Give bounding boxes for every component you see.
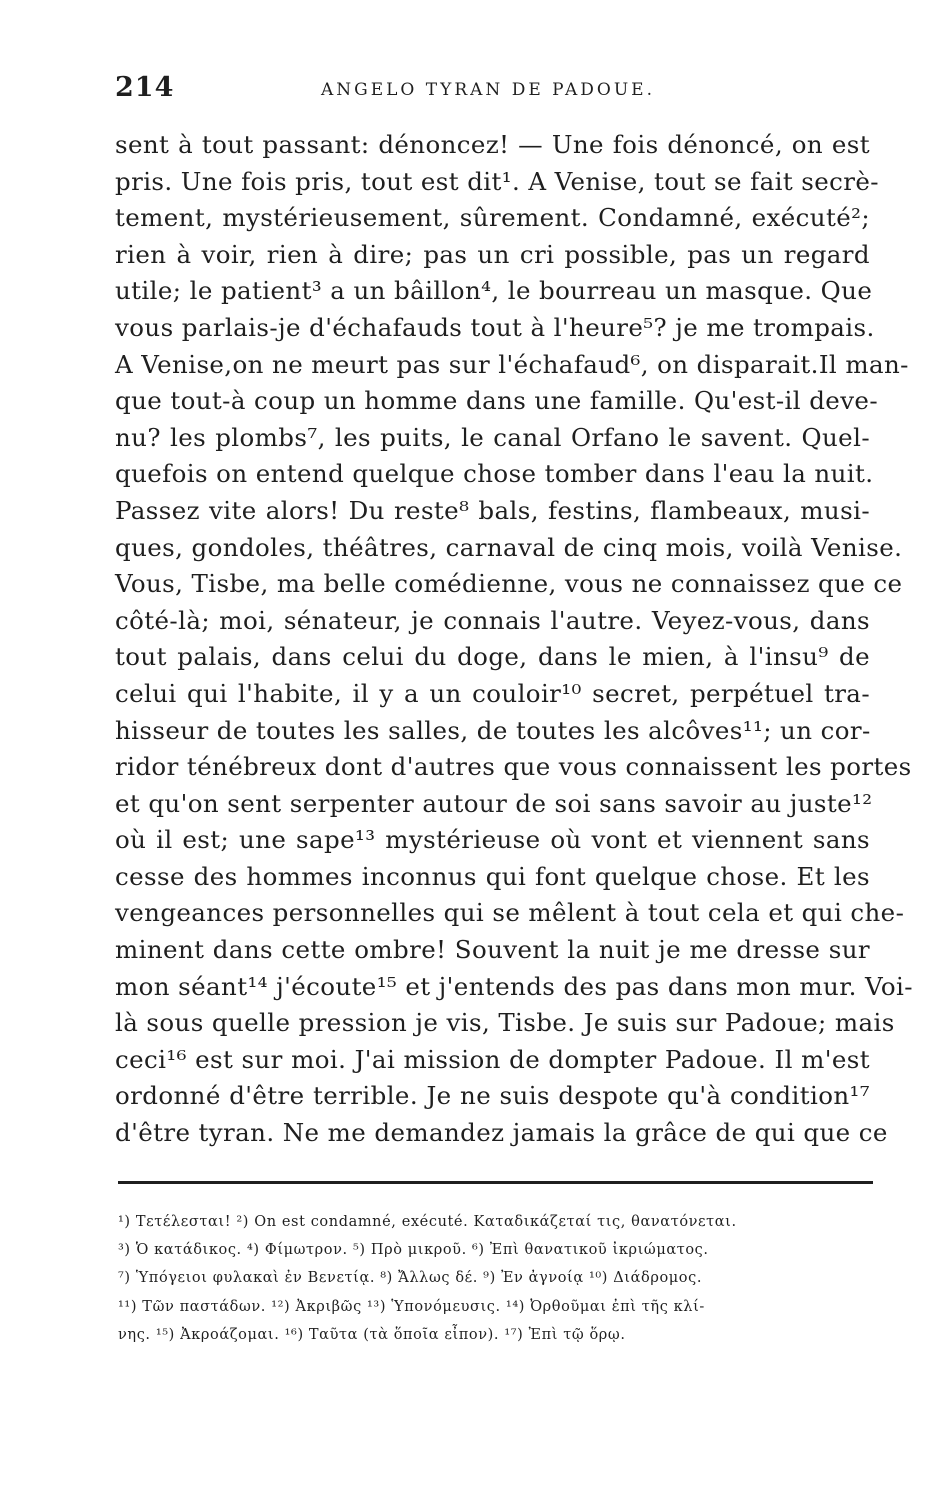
footnote-line: ³) Ὁ κατάδικος. ⁴) Φίμωτρον. ⁵) Πρὸ μικροῦ. ⁶) Ἐπὶ θανατικοῦ ἰκριώματος. — [118, 1242, 709, 1259]
body-line: ceci¹⁶ est sur moi. J'ai mission de dompter Padoue. Il m'est — [115, 1044, 870, 1074]
body-line: nu? les plombs⁷, les puits, le canal Orfano le savent. Quel- — [115, 422, 870, 452]
footnote-line: ¹) Τετέλεσται! ²) On est condamné, exécuté. Καταδικάζεταί τις, θανατόνεται. — [118, 1214, 737, 1230]
body-line: côté-là; moi, sénateur, je connais l'autre. Veyez-vous, dans — [115, 605, 870, 635]
body-line: celui qui l'habite, il y a un couloir¹⁰ secret, perpétuel tra- — [115, 678, 870, 708]
page-number: 214 — [115, 72, 175, 103]
footnote-line: ¹¹) Τῶν παστάδων. ¹²) Ἀκριβῶς ¹³) Ὑπονόμευσις. ¹⁴) Ὀρθοῦμαι ἐπὶ τῆς κλί- — [118, 1298, 705, 1315]
running-title: ANGELO TYRAN DE PADOUE. — [321, 80, 655, 100]
footnotes — [118, 1208, 878, 1349]
body-line: pris. Une fois pris, tout est dit¹. A Venise, tout se fait secrè- — [115, 166, 879, 196]
body-line: quefois on entend quelque chose tomber dans l'eau la nuit. — [115, 459, 874, 489]
body-line: ordonné d'être terrible. Je ne suis despote qu'à condition¹⁷ — [115, 1081, 870, 1111]
body-line: Passez vite alors! Du reste⁸ bals, festins, flambeaux, musi- — [115, 495, 870, 525]
body-line: sent à tout passant: dénoncez! — Une fois dénoncé, on est — [115, 130, 870, 159]
body-line: vous parlais-je d'échafauds tout à l'heure⁵? je me trompais. — [115, 312, 875, 342]
body-line: hisseur de toutes les salles, de toutes les alcôves¹¹; un cor- — [115, 715, 871, 745]
footnote-line: ⁷) Ὑπόγειοι φυλακαὶ ἐν Βενετίᾳ. ⁸) Ἄλλως δέ. ⁹) Ἐν ἀγνοίᾳ ¹⁰) Διάδρομος. — [118, 1270, 703, 1287]
body-line: Vous, Tisbe, ma belle comédienne, vous ne connaissez que ce — [115, 569, 903, 599]
footnote-divider — [118, 1181, 873, 1184]
body-line: A Venise,on ne meurt pas sur l'échafaud⁶, on disparait.Il man- — [115, 349, 909, 379]
body-line: et qu'on sent serpenter autour de soi sans savoir au juste¹² — [115, 788, 873, 818]
body-line: cesse des hommes inconnus qui font quelque chose. Et les — [115, 861, 870, 891]
body-line: vengeances personnelles qui se mêlent à tout cela et qui che- — [115, 898, 905, 928]
body-line: où il est; une sape¹³ mystérieuse où vont et viennent sans — [115, 825, 870, 855]
body-line: mon séant¹⁴ j'écoute¹⁵ et j'entends des pas dans mon mur. Voi- — [115, 971, 913, 1001]
body-line: utile; le patient³ a un bâillon⁴, le bourreau un masque. Que — [115, 276, 873, 306]
body-line: d'être tyran. Ne me demandez jamais la grâce de qui que ce — [115, 1118, 888, 1148]
body-line: rien à voir, rien à dire; pas un cri possible, pas un regard — [115, 239, 870, 269]
page-header — [115, 72, 875, 112]
body-line: ques, gondoles, théâtres, carnaval de cinq mois, voilà Venise. — [115, 532, 903, 562]
body-line: là sous quelle pression je vis, Tisbe. Je suis sur Padoue; mais — [115, 1008, 895, 1038]
body-line: que tout-à coup un homme dans une famille. Qu'est-il deve- — [115, 386, 879, 416]
footnote-line: νης. ¹⁵) Ἀκροάζομαι. ¹⁶) Ταῦτα (τὰ ὅποῖα εἶπον). ¹⁷) Ἐπὶ τῷ ὅρῳ. — [118, 1326, 626, 1343]
body-line: tement, mystérieusement, sûrement. Condamné, exécuté²; — [115, 203, 870, 233]
body-text — [115, 127, 913, 1152]
body-line: ridor ténébreux dont d'autres que vous connaissent les portes — [115, 752, 912, 782]
body-line: minent dans cette ombre! Souvent la nuit je me dresse sur — [115, 935, 870, 965]
body-line: tout palais, dans celui du doge, dans le mien, à l'insu⁹ de — [115, 642, 870, 672]
